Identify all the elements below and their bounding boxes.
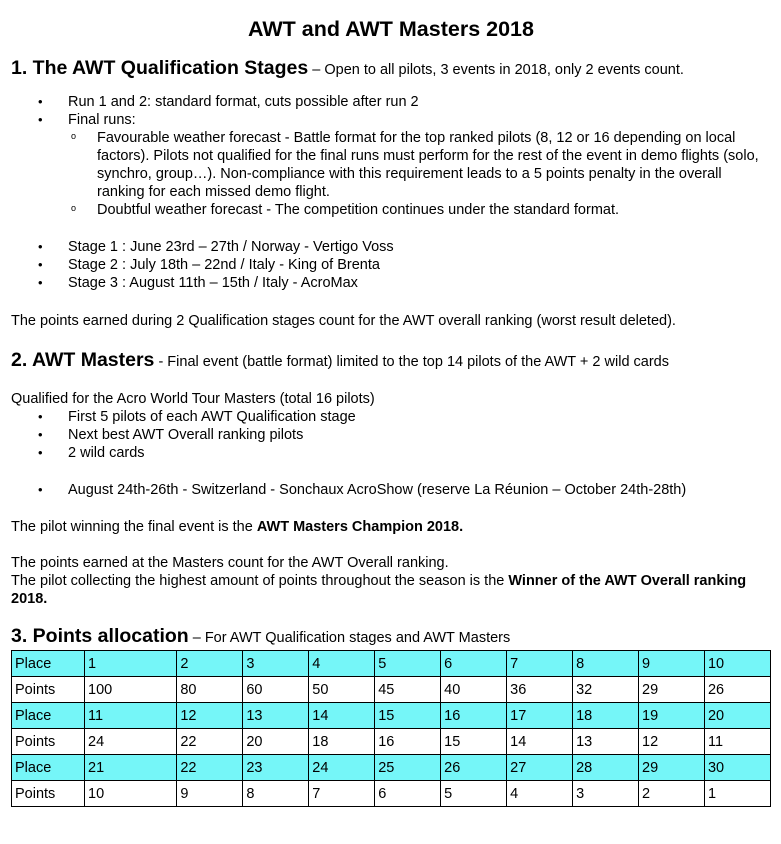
points-cell: 1 [704, 781, 770, 807]
points-cell: 13 [573, 729, 639, 755]
place-cell: 13 [243, 703, 309, 729]
points-cell: 24 [85, 729, 177, 755]
points-cell: 11 [704, 729, 770, 755]
points-row [12, 781, 771, 807]
place-cell: 24 [309, 755, 375, 781]
list-item: • 2 wild cards [11, 444, 771, 462]
place-cell: 20 [704, 703, 770, 729]
points-cell: 20 [243, 729, 309, 755]
place-cell: 27 [507, 755, 573, 781]
winner-prefix: The pilot collecting the highest amount of points throughout the season is the [11, 573, 509, 589]
place-cell: 11 [85, 703, 177, 729]
list-item: • First 5 pilots of each AWT Qualification stage [11, 408, 771, 426]
qualified-intro: Qualified for the Acro World Tour Masters (total 16 pilots) [11, 391, 375, 407]
place-row [12, 651, 771, 677]
points-cell: 5 [441, 781, 507, 807]
sub-list-item: o Doubtful weather forecast - The competition continues under the standard format. [11, 201, 771, 219]
section1-title: 1. The AWT Qualification Stages [11, 57, 309, 79]
place-cell: 5 [375, 651, 441, 677]
place-label-cell: Place [12, 703, 85, 729]
champion-prefix: The pilot winning the final event is the [11, 519, 257, 535]
sub-list-item: o Favourable weather forecast - Battle format for the top ranked pilots (8, 12 or 16 depending on local factors). Pilots not qualified for the final runs must perform for the rest of the event in demo flights (solo, synchro, group…). Non-compliance with this requirement leads to a 5 points penalty in the overall ranking for each missed demo flight. [11, 129, 771, 201]
place-cell: 18 [573, 703, 639, 729]
place-cell: 28 [573, 755, 639, 781]
place-cell: 21 [85, 755, 177, 781]
place-cell: 30 [704, 755, 770, 781]
points-cell: 15 [441, 729, 507, 755]
points-cell: 2 [639, 781, 705, 807]
list-item: • Next best AWT Overall ranking pilots [11, 426, 771, 444]
place-row [12, 755, 771, 781]
place-label-cell: Place [12, 755, 85, 781]
points-cell: 32 [573, 677, 639, 703]
section-masters [11, 348, 771, 608]
place-cell: 25 [375, 755, 441, 781]
final-runs-list [11, 129, 771, 219]
points-row [12, 729, 771, 755]
stage-item: • Stage 2 : July 18th – 22nd / Italy - King of Brenta [11, 256, 771, 274]
list-item: • Run 1 and 2: standard format, cuts possible after run 2 [11, 93, 771, 111]
place-cell: 3 [243, 651, 309, 677]
champion-statement [11, 518, 771, 536]
stages-list [11, 238, 771, 292]
masters-points-note: The points earned at the Masters count for the AWT Overall ranking. [11, 555, 449, 571]
section3-subtitle: – For AWT Qualification stages and AWT Masters [192, 630, 511, 646]
stage-item: • Stage 1 : June 23rd – 27th / Norway - Vertigo Voss [11, 238, 771, 256]
section1-note: The points earned during 2 Qualification stages count for the AWT overall ranking (worst result deleted). [11, 313, 676, 329]
place-cell: 12 [177, 703, 243, 729]
points-cell: 18 [309, 729, 375, 755]
section-points [11, 624, 771, 807]
place-cell: 1 [85, 651, 177, 677]
winner-title: Winner of the AWT Overall ranking 2018. [11, 573, 747, 607]
place-cell: 7 [507, 651, 573, 677]
points-cell: 45 [375, 677, 441, 703]
place-cell: 8 [573, 651, 639, 677]
final-runs-label: Final runs: [68, 112, 136, 128]
place-cell: 29 [639, 755, 705, 781]
place-cell: 10 [704, 651, 770, 677]
section2-title: 2. AWT Masters [11, 349, 155, 371]
qualified-list [11, 408, 771, 462]
place-cell: 17 [507, 703, 573, 729]
section1-heading [11, 56, 771, 82]
place-cell: 2 [177, 651, 243, 677]
masters-event-list [11, 481, 771, 499]
points-label-cell: Points [12, 677, 85, 703]
points-cell: 16 [375, 729, 441, 755]
points-cell: 60 [243, 677, 309, 703]
points-cell: 10 [85, 781, 177, 807]
section3-title: 3. Points allocation [11, 625, 189, 647]
points-cell: 29 [639, 677, 705, 703]
section-qualification [11, 56, 771, 330]
points-cell: 26 [704, 677, 770, 703]
points-cell: 50 [309, 677, 375, 703]
champion-title: AWT Masters Champion 2018. [256, 519, 464, 535]
points-cell: 14 [507, 729, 573, 755]
section2-subtitle: - Final event (battle format) limited to the top 14 pilots of the AWT + 2 wild cards [158, 354, 669, 370]
points-row [12, 677, 771, 703]
points-label-cell: Points [12, 729, 85, 755]
section1-subtitle: – Open to all pilots, 3 events in 2018, only 2 events count. [312, 62, 684, 78]
points-cell: 6 [375, 781, 441, 807]
section3-heading [11, 624, 771, 650]
document-title: AWT and AWT Masters 2018 [248, 17, 534, 41]
masters-event: • August 24th-26th - Switzerland - Sonchaux AcroShow (reserve La Réunion – October 24th-28th) [11, 481, 771, 499]
points-cell: 4 [507, 781, 573, 807]
points-cell: 8 [243, 781, 309, 807]
points-cell: 12 [639, 729, 705, 755]
format-list [11, 93, 771, 219]
place-cell: 23 [243, 755, 309, 781]
points-cell: 3 [573, 781, 639, 807]
points-cell: 36 [507, 677, 573, 703]
place-cell: 22 [177, 755, 243, 781]
points-cell: 7 [309, 781, 375, 807]
place-cell: 6 [441, 651, 507, 677]
place-label-cell: Place [12, 651, 85, 677]
points-cell: 40 [441, 677, 507, 703]
points-cell: 22 [177, 729, 243, 755]
points-label-cell: Points [12, 781, 85, 807]
points-cell: 100 [85, 677, 177, 703]
place-cell: 16 [441, 703, 507, 729]
place-cell: 19 [639, 703, 705, 729]
place-cell: 9 [639, 651, 705, 677]
place-cell: 4 [309, 651, 375, 677]
stage-item: • Stage 3 : August 11th – 15th / Italy - AcroMax [11, 274, 771, 292]
list-item [11, 111, 771, 219]
place-cell: 14 [309, 703, 375, 729]
section2-heading [11, 348, 771, 374]
points-table [11, 650, 771, 807]
place-row [12, 703, 771, 729]
points-cell: 80 [177, 677, 243, 703]
points-cell: 9 [177, 781, 243, 807]
place-cell: 26 [441, 755, 507, 781]
winner-statement [11, 572, 771, 608]
place-cell: 15 [375, 703, 441, 729]
